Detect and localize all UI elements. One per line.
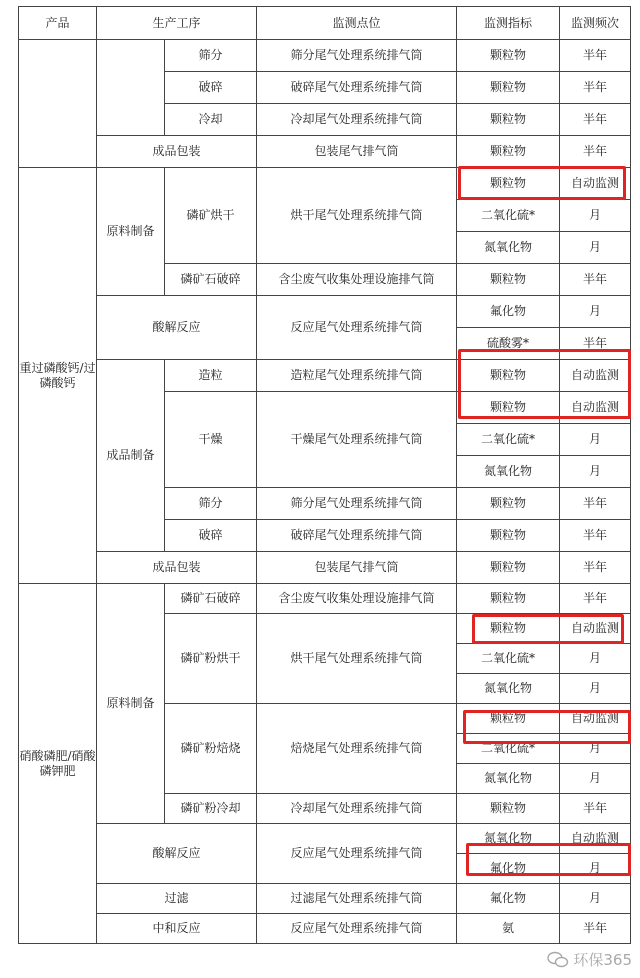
table-row (19, 552, 631, 584)
point-cell: 破碎尾气处理系统排气筒 (257, 72, 457, 104)
point-cell: 反应尾气处理系统排气筒 (257, 296, 457, 360)
process-cell: 中和反应 (97, 914, 257, 944)
index-cell: 氮氧化物 (457, 674, 560, 704)
table-row (19, 884, 631, 914)
index-cell: 颗粒物 (457, 168, 560, 200)
process-cell: 成品包装 (97, 552, 257, 584)
freq-cell: 月 (560, 296, 631, 328)
freq-cell: 月 (560, 764, 631, 794)
step-cell: 造粒 (165, 360, 257, 392)
point-cell: 破碎尾气处理系统排气筒 (257, 520, 457, 552)
step-cell: 冷却 (165, 104, 257, 136)
freq-cell: 自动监测 (560, 360, 631, 392)
step-cell: 磷矿石破碎 (165, 264, 257, 296)
point-cell: 干燥尾气处理系统排气筒 (257, 392, 457, 488)
table-row (19, 168, 631, 200)
index-cell: 氮氧化物 (457, 764, 560, 794)
freq-cell: 月 (560, 644, 631, 674)
freq-cell: 自动监测 (560, 392, 631, 424)
index-cell: 颗粒物 (457, 520, 560, 552)
freq-cell: 月 (560, 200, 631, 232)
point-cell: 烘干尾气处理系统排气筒 (257, 168, 457, 264)
product-cell: 重过磷酸钙/过磷酸钙 (19, 168, 97, 584)
freq-cell: 自动监测 (560, 168, 631, 200)
index-cell: 颗粒物 (457, 264, 560, 296)
watermark-text: 环保365 (573, 951, 632, 969)
freq-cell: 自动监测 (560, 704, 631, 734)
header-frequency: 监测频次 (560, 7, 631, 40)
point-cell: 反应尾气处理系统排气筒 (257, 914, 457, 944)
process-cell: 成品包装 (97, 136, 257, 168)
wechat-icon (547, 951, 569, 969)
table-row (19, 914, 631, 944)
index-cell: 颗粒物 (457, 584, 560, 614)
point-cell: 过滤尾气处理系统排气筒 (257, 884, 457, 914)
freq-cell: 月 (560, 232, 631, 264)
table-row (19, 360, 631, 392)
table-row (19, 40, 631, 72)
watermark (547, 949, 632, 970)
index-cell: 二氧化硫* (457, 734, 560, 764)
freq-cell: 半年 (560, 328, 631, 360)
index-cell: 硫酸雾* (457, 328, 560, 360)
process-cell: 酸解反应 (97, 296, 257, 360)
freq-cell: 月 (560, 854, 631, 884)
freq-cell: 月 (560, 734, 631, 764)
product-cell-empty (19, 40, 97, 168)
monitoring-table (18, 6, 631, 944)
point-cell: 焙烧尾气处理系统排气筒 (257, 704, 457, 794)
point-cell: 烘干尾气处理系统排气筒 (257, 614, 457, 704)
index-cell: 氮氧化物 (457, 456, 560, 488)
freq-cell: 半年 (560, 264, 631, 296)
freq-cell: 月 (560, 456, 631, 488)
index-cell: 氟化物 (457, 854, 560, 884)
monitoring-table-page (18, 6, 630, 944)
freq-cell: 半年 (560, 40, 631, 72)
freq-cell: 月 (560, 674, 631, 704)
freq-cell: 自动监测 (560, 614, 631, 644)
index-cell: 颗粒物 (457, 704, 560, 734)
step-cell: 破碎 (165, 72, 257, 104)
point-cell: 反应尾气处理系统排气筒 (257, 824, 457, 884)
index-cell: 颗粒物 (457, 136, 560, 168)
table-row (19, 296, 631, 328)
process-cell: 过滤 (97, 884, 257, 914)
step-cell: 磷矿粉焙烧 (165, 704, 257, 794)
index-cell: 颗粒物 (457, 552, 560, 584)
table-row (19, 824, 631, 854)
process-cell: 原料制备 (97, 584, 165, 824)
freq-cell: 半年 (560, 104, 631, 136)
step-cell: 筛分 (165, 40, 257, 72)
step-cell: 磷矿粉烘干 (165, 614, 257, 704)
step-cell: 磷矿石破碎 (165, 584, 257, 614)
freq-cell: 半年 (560, 72, 631, 104)
point-cell: 冷却尾气处理系统排气筒 (257, 104, 457, 136)
table-header-row (19, 7, 631, 40)
point-cell: 冷却尾气处理系统排气筒 (257, 794, 457, 824)
index-cell: 颗粒物 (457, 794, 560, 824)
index-cell: 二氧化硫* (457, 644, 560, 674)
index-cell: 颗粒物 (457, 72, 560, 104)
step-cell: 干燥 (165, 392, 257, 488)
freq-cell: 半年 (560, 552, 631, 584)
header-point: 监测点位 (257, 7, 457, 40)
index-cell: 颗粒物 (457, 614, 560, 644)
process-cell: 原料制备 (97, 168, 165, 296)
index-cell: 颗粒物 (457, 488, 560, 520)
freq-cell: 月 (560, 424, 631, 456)
point-cell: 造粒尾气处理系统排气筒 (257, 360, 457, 392)
step-cell: 磷矿粉冷却 (165, 794, 257, 824)
index-cell: 氟化物 (457, 884, 560, 914)
freq-cell: 半年 (560, 488, 631, 520)
point-cell: 包装尾气排气筒 (257, 136, 457, 168)
product-cell: 硝酸磷肥/硝酸磷钾肥 (19, 584, 97, 944)
index-cell: 氮氧化物 (457, 232, 560, 264)
process-cell: 酸解反应 (97, 824, 257, 884)
freq-cell: 半年 (560, 584, 631, 614)
index-cell: 颗粒物 (457, 104, 560, 136)
point-cell: 含尘废气收集处理设施排气筒 (257, 264, 457, 296)
freq-cell: 自动监测 (560, 824, 631, 854)
process-cell: 成品制备 (97, 360, 165, 552)
process-cell-empty (97, 40, 165, 136)
freq-cell: 半年 (560, 520, 631, 552)
point-cell: 包装尾气排气筒 (257, 552, 457, 584)
index-cell: 氨 (457, 914, 560, 944)
index-cell: 颗粒物 (457, 360, 560, 392)
index-cell: 二氧化硫* (457, 424, 560, 456)
freq-cell: 半年 (560, 794, 631, 824)
point-cell: 筛分尾气处理系统排气筒 (257, 40, 457, 72)
freq-cell: 半年 (560, 914, 631, 944)
index-cell: 颗粒物 (457, 40, 560, 72)
header-index: 监测指标 (457, 7, 560, 40)
header-process: 生产工序 (97, 7, 257, 40)
header-product: 产品 (19, 7, 97, 40)
step-cell: 筛分 (165, 488, 257, 520)
step-cell: 磷矿烘干 (165, 168, 257, 264)
table-row (19, 136, 631, 168)
index-cell: 二氧化硫* (457, 200, 560, 232)
index-cell: 氮氧化物 (457, 824, 560, 854)
table-row (19, 584, 631, 614)
point-cell: 筛分尾气处理系统排气筒 (257, 488, 457, 520)
index-cell: 颗粒物 (457, 392, 560, 424)
point-cell: 含尘废气收集处理设施排气筒 (257, 584, 457, 614)
freq-cell: 月 (560, 884, 631, 914)
step-cell: 破碎 (165, 520, 257, 552)
index-cell: 氟化物 (457, 296, 560, 328)
freq-cell: 半年 (560, 136, 631, 168)
